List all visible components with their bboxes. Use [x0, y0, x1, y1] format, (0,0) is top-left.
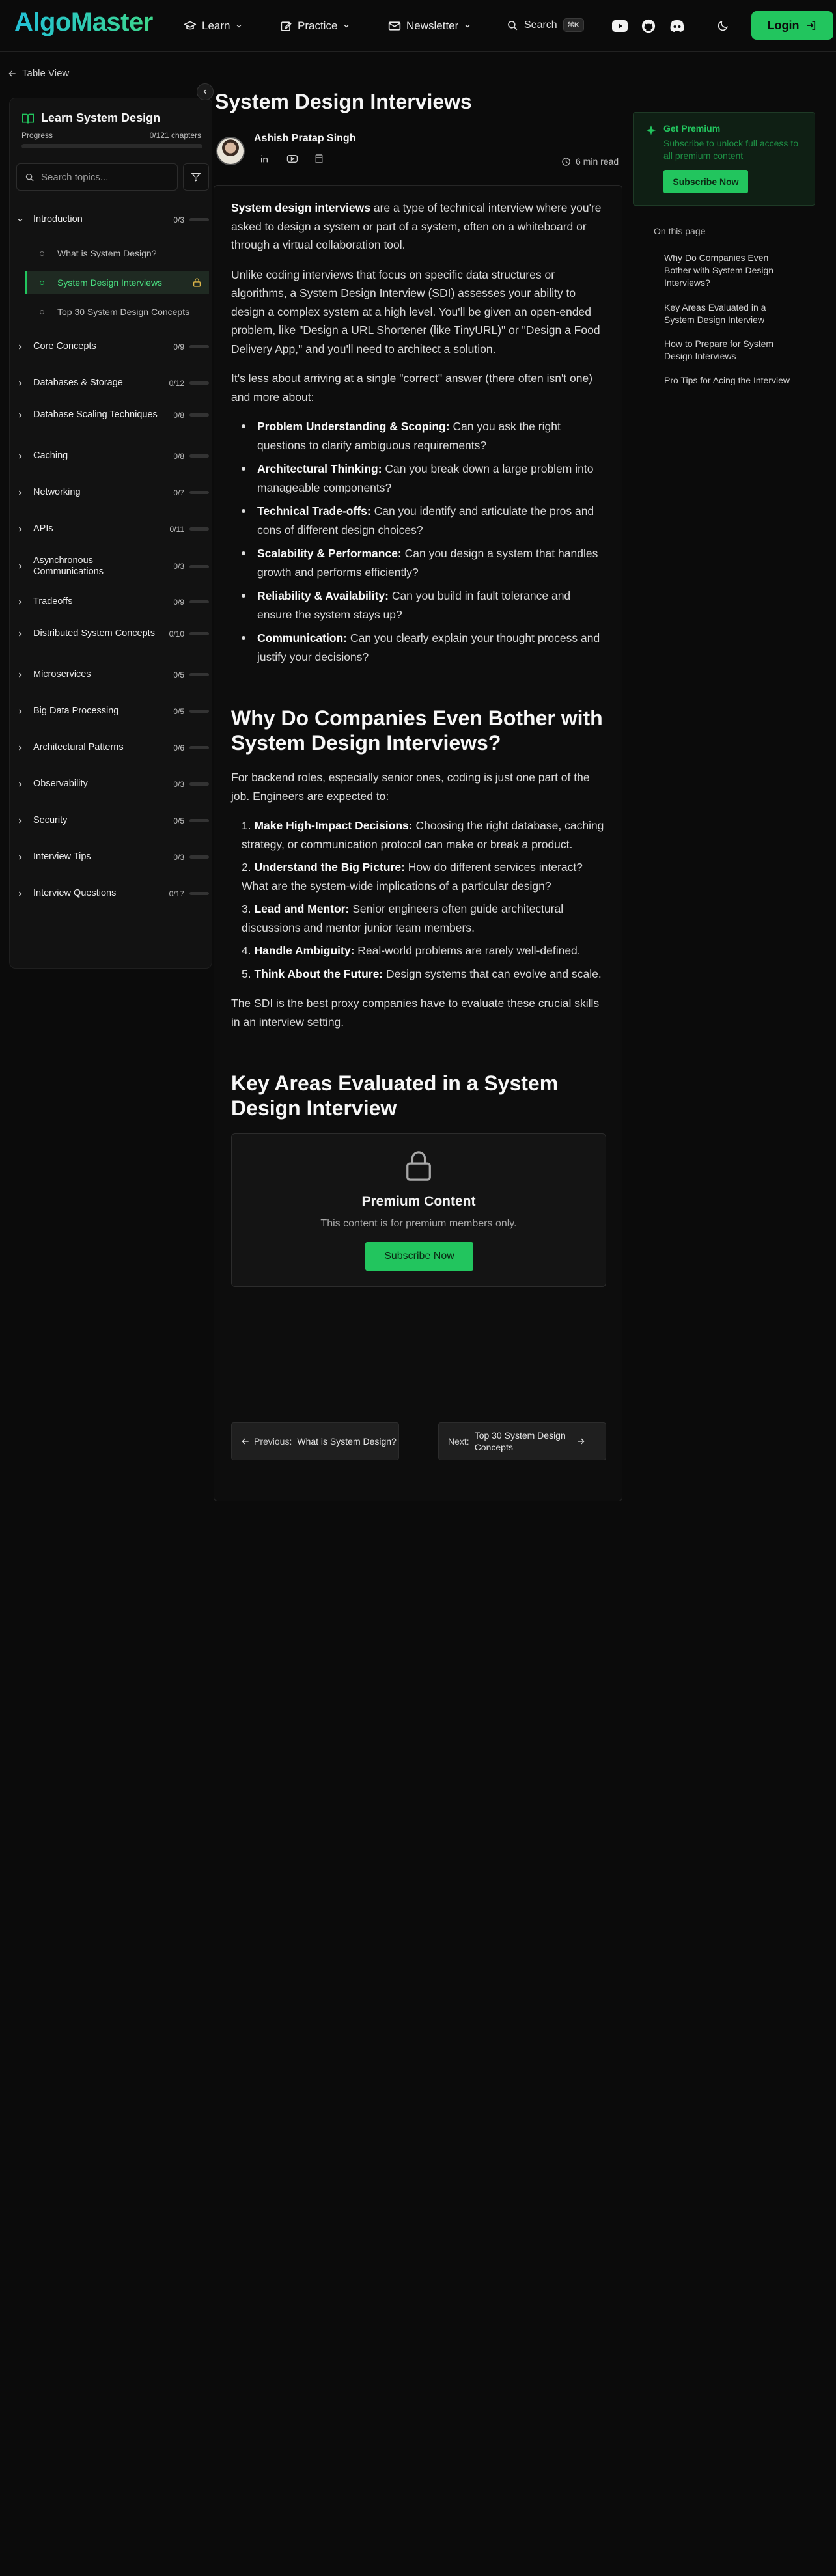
topic-progress-bar: [189, 673, 209, 676]
topic-progress-bar: [189, 345, 209, 348]
nav-learn-label: Learn: [202, 20, 230, 32]
topic-label: Core Concepts: [33, 341, 96, 352]
topic-count: 0/12: [169, 378, 184, 388]
topic-label: Security: [33, 815, 68, 825]
chapter-label: What is System Design?: [57, 248, 157, 258]
list-item-bold: Understand the Big Picture:: [254, 861, 405, 874]
topic-progress-bar: [189, 632, 209, 635]
arrow-right-icon: [576, 1437, 585, 1446]
topic-search-input[interactable]: [41, 172, 171, 183]
nav-practice-menu[interactable]: [280, 18, 350, 34]
list-item-text: Can you build in fault tolerance and ensure the system stays up?: [257, 589, 571, 621]
lock-icon: [404, 1150, 434, 1182]
list-item-text: Senior engineers often guide architectural discussions and mentor junior team members.: [242, 902, 564, 934]
list-item: [231, 965, 606, 984]
collapse-sidebar-button[interactable]: [197, 83, 214, 100]
chevron-down-icon: [235, 22, 243, 30]
topic-count: 0/11: [169, 524, 184, 534]
chevron-right-icon: [16, 671, 27, 679]
filter-button[interactable]: [183, 163, 209, 191]
get-premium-card: [633, 112, 815, 206]
topic-microservices[interactable]: [16, 669, 209, 680]
topic-progress-bar: [189, 381, 209, 385]
heading-key-areas: Key Areas Evaluated in a System Design Interview: [231, 1072, 559, 1120]
topic-progress-bar: [189, 782, 209, 786]
list-item-text: Design systems that can evolve and scale.: [383, 967, 602, 980]
chapter-label: Top 30 System Design Concepts: [57, 307, 190, 317]
chevron-right-icon: [16, 411, 27, 419]
topic-label: Databases & Storage: [33, 378, 123, 388]
login-arrow-icon: [805, 20, 817, 31]
topic-observability[interactable]: [16, 779, 209, 790]
chapter-label: System Design Interviews: [57, 277, 163, 288]
list-item-text: Real-world problems are rarely well-defined.: [354, 944, 581, 957]
chapter-status-dot: [40, 310, 44, 314]
topic-label: Caching: [33, 450, 68, 461]
search-button[interactable]: [507, 18, 584, 32]
mail-icon: [388, 20, 401, 33]
clock-icon: [561, 157, 571, 167]
premium-title: Premium Content: [361, 1194, 476, 1209]
chevron-right-icon: [16, 343, 27, 351]
topic-distributed-system-concepts[interactable]: [16, 628, 209, 639]
subscribe-now-button[interactable]: Subscribe Now: [365, 1242, 473, 1271]
chevron-down-icon: [16, 216, 27, 224]
topic-label: Observability: [33, 779, 88, 789]
moon-icon[interactable]: [715, 18, 731, 34]
topic-count: 0/5: [173, 816, 184, 825]
premium-content-box: [231, 1133, 606, 1287]
list-item: [231, 544, 606, 581]
chevron-right-icon: [16, 489, 27, 497]
list-item: [231, 629, 606, 666]
topic-label: Networking: [33, 487, 81, 497]
linkedin-icon[interactable]: [260, 154, 270, 164]
topic-label: Database Scaling Techniques: [33, 409, 158, 420]
chapter-what-is-system-design[interactable]: [25, 242, 209, 265]
paragraph-2: Unlike coding interviews that focus on specific data structures or algorithms, a System Design Interview (SDI) assesses your ability to design a complex system at a high level. You'll be given an open-ended problem, like "Design a URL Shortener (like TinyURL)" or "Design a Food Delivery App," and you'll need to architect a solution.: [231, 268, 600, 355]
list-num: 5.: [242, 967, 251, 980]
newsletter-small-icon[interactable]: [314, 154, 324, 164]
list-item-bold: Reliability & Availability:: [257, 589, 389, 602]
topic-label: Big Data Processing: [33, 706, 119, 716]
chevron-right-icon: [16, 525, 27, 533]
topic-label: Microservices: [33, 669, 91, 680]
search-label: Search: [524, 19, 557, 31]
topic-progress-bar: [189, 413, 209, 417]
topic-count: 0/10: [169, 629, 184, 639]
progress-bar: [21, 144, 202, 148]
nav-practice-label: Practice: [298, 20, 338, 32]
read-time-label: 6 min read: [576, 156, 619, 167]
next-chapter-button[interactable]: [438, 1422, 606, 1460]
topic-count: 0/3: [173, 852, 184, 862]
topic-count: 0/3: [173, 215, 184, 225]
topic-databases-storage[interactable]: [16, 378, 209, 389]
heading-why-companies: Why Do Companies Even Bother with System Design Interviews?: [231, 706, 603, 755]
topic-introduction[interactable]: [16, 214, 209, 225]
previous-title: What is System Design?: [297, 1436, 397, 1447]
topic-progress-bar: [189, 565, 209, 568]
article-body: [231, 199, 606, 1287]
topic-progress-bar: [189, 218, 209, 221]
topic-database-scaling[interactable]: [16, 409, 209, 421]
list-item-text: Can you ask the right questions to clarify ambiguous requirements?: [257, 420, 561, 452]
list-item: [231, 816, 606, 853]
toc-link[interactable]: Pro Tips for Acing the Interview: [664, 375, 790, 385]
list-item-text: Can you clearly explain your thought process and justify your decisions?: [257, 631, 600, 663]
get-premium-description: Subscribe to unlock full access to all premium content: [663, 138, 798, 161]
sparkle-icon: [645, 124, 657, 136]
page-title: System Design Interviews: [215, 90, 472, 113]
chevron-down-icon: [464, 22, 471, 30]
chapter-status-dot: [40, 251, 44, 256]
progress-count: 0/121 chapters: [149, 131, 201, 140]
chevron-left-icon: [201, 88, 209, 96]
chevron-right-icon: [16, 708, 27, 715]
topic-networking[interactable]: [16, 487, 209, 498]
topic-progress-bar: [189, 746, 209, 749]
list-item-bold: Problem Understanding & Scoping:: [257, 420, 450, 433]
progress-label: Progress: [21, 131, 53, 140]
topic-label: Tradeoffs: [33, 596, 73, 607]
intro-paragraph: [231, 199, 606, 255]
topic-label: APIs: [33, 523, 53, 534]
previous-label: Previous:: [254, 1436, 292, 1447]
topic-count: 0/9: [173, 597, 184, 607]
topic-big-data-processing[interactable]: [16, 706, 209, 717]
list-item-bold: Lead and Mentor:: [254, 902, 350, 915]
topic-core-concepts[interactable]: [16, 341, 209, 352]
topic-count: 0/5: [173, 706, 184, 716]
list-item-bold: Think About the Future:: [254, 967, 383, 980]
topic-progress-bar: [189, 710, 209, 713]
list-item-bold: Scalability & Performance:: [257, 547, 402, 560]
chevron-right-icon: [16, 781, 27, 788]
author-name[interactable]: Ashish Pratap Singh: [254, 133, 356, 144]
github-icon[interactable]: [641, 18, 656, 34]
skills-list: [231, 417, 606, 666]
chevron-right-icon: [16, 890, 27, 898]
edit-square-icon: [280, 20, 292, 33]
list-item-bold: Communication:: [257, 631, 348, 644]
read-time: [561, 156, 619, 167]
list-item: [231, 858, 606, 895]
topic-search-box[interactable]: [16, 163, 178, 191]
toc-link[interactable]: Key Areas Evaluated in a System Design Interview: [664, 302, 766, 325]
book-open-icon: [21, 113, 35, 124]
chevron-down-icon: [342, 22, 350, 30]
filter-icon: [191, 172, 201, 182]
next-title: Top 30 System Design Concepts: [474, 1430, 566, 1452]
topic-progress-bar: [189, 855, 209, 859]
topic-count: 0/3: [173, 562, 184, 571]
topic-count: 0/9: [173, 342, 184, 352]
topic-label: Architectural Patterns: [33, 742, 124, 753]
intro-text: are a type of technical interview where you're asked to design a system or part of a system, often on a whiteboard or through a virtual collaboration tool.: [231, 201, 602, 251]
chevron-right-icon: [16, 630, 27, 638]
list-item-text: Can you identify and articulate the pros and cons of different design choices?: [257, 505, 594, 536]
search-icon: [507, 20, 518, 31]
login-button[interactable]: [751, 11, 833, 40]
lock-icon: [193, 278, 201, 287]
list-item: [231, 941, 606, 960]
list-item: [231, 460, 606, 497]
topic-progress-bar: [189, 600, 209, 603]
chevron-right-icon: [16, 452, 27, 460]
graduation-cap-icon: [184, 20, 197, 33]
topic-caching[interactable]: [16, 450, 209, 462]
table-view-link[interactable]: [8, 68, 69, 79]
list-item: [231, 900, 606, 937]
topic-label: Interview Tips: [33, 852, 91, 862]
premium-description: This content is for premium members only.: [320, 1218, 517, 1229]
topic-count: 0/8: [173, 410, 184, 420]
topic-progress-bar: [189, 819, 209, 822]
list-num: 4.: [242, 944, 251, 957]
chevron-right-icon: [16, 562, 27, 570]
youtube-small-icon[interactable]: [286, 154, 298, 164]
chevron-right-icon: [16, 744, 27, 752]
list-item-bold: Handle Ambiguity:: [254, 944, 355, 957]
topic-label: Asynchronous Communications: [33, 555, 104, 577]
chapter-top-30-concepts[interactable]: [25, 300, 209, 324]
topic-count: 0/3: [173, 779, 184, 789]
topic-interview-questions[interactable]: [16, 888, 209, 899]
topic-count: 0/5: [173, 670, 184, 680]
why-list: [231, 816, 606, 983]
toc-link[interactable]: Why Do Companies Even Bother with System Design Interviews?: [664, 253, 774, 288]
list-item: [231, 502, 606, 539]
subscribe-now-button[interactable]: Subscribe Now: [663, 170, 748, 193]
topic-label: Interview Questions: [33, 888, 117, 898]
list-item-bold: Architectural Thinking:: [257, 462, 382, 475]
intro-bold: System design interviews: [231, 201, 370, 214]
list-item-text: How do different services interact? What are the system-wide implications of a particular design?: [242, 861, 583, 893]
nav-newsletter-label: Newsletter: [406, 20, 459, 32]
topic-architectural-patterns[interactable]: [16, 742, 209, 753]
discord-icon[interactable]: [669, 18, 685, 34]
topic-count: 0/8: [173, 451, 184, 461]
topic-progress-bar: [189, 892, 209, 895]
why-outro: The SDI is the best proxy companies have to evaluate these crucial skills in an interview setting.: [231, 997, 600, 1029]
nav-learn-menu[interactable]: [184, 18, 243, 34]
search-shortcut-badge: ⌘K: [563, 18, 584, 32]
topic-security[interactable]: [16, 815, 209, 826]
course-sidebar: [9, 98, 212, 969]
list-num: 1.: [242, 819, 251, 832]
algomaster-logo[interactable]: AlgoMaster: [14, 8, 153, 36]
topic-progress-bar: [189, 454, 209, 458]
chevron-right-icon: [16, 380, 27, 387]
list-item-text: Can you design a system that handles growth and performs efficiently?: [257, 547, 598, 579]
topic-count: 0/6: [173, 743, 184, 753]
topic-progress-bar: [189, 491, 209, 494]
toc-link[interactable]: How to Prepare for System Design Interviews: [664, 339, 774, 361]
topic-interview-tips[interactable]: [16, 852, 209, 863]
topic-async-communications[interactable]: [16, 555, 209, 577]
topic-progress-bar: [189, 527, 209, 531]
sidebar-title-text: Learn System Design: [41, 111, 161, 124]
chevron-right-icon: [16, 817, 27, 825]
list-item-text: Can you break down a large problem into manageable components?: [257, 462, 594, 494]
chapter-status-dot: [40, 281, 44, 285]
chevron-right-icon: [16, 853, 27, 861]
list-item: [231, 417, 606, 454]
chapter-system-design-interviews[interactable]: [25, 271, 209, 294]
arrow-left-icon: [8, 69, 17, 78]
topic-count: 0/17: [169, 889, 184, 898]
next-label: Next:: [448, 1436, 469, 1447]
search-icon: [25, 173, 35, 182]
list-num: 2.: [242, 861, 251, 874]
author-avatar: [216, 137, 245, 165]
youtube-icon[interactable]: [612, 18, 628, 34]
list-item-bold: Technical Trade-offs:: [257, 505, 371, 518]
topic-count: 0/7: [173, 488, 184, 497]
on-this-page-label: On this page: [654, 226, 706, 236]
login-label: Login: [767, 18, 800, 32]
table-view-label: Table View: [22, 68, 70, 79]
get-premium-title: Get Premium: [663, 123, 721, 133]
topic-apis[interactable]: [16, 523, 209, 534]
why-intro: For backend roles, especially senior ones, coding is just one part of the job. Engineers are expected to:: [231, 771, 590, 803]
nav-newsletter-menu[interactable]: [388, 18, 471, 34]
list-num: 3.: [242, 902, 251, 915]
arrow-left-icon: [241, 1437, 250, 1446]
topic-tradeoffs[interactable]: [16, 596, 209, 607]
list-item-text: Choosing the right database, caching strategy, or communication protocol can make or break a product.: [242, 819, 604, 851]
list-item-bold: Make High-Impact Decisions:: [254, 819, 413, 832]
list-item: [231, 587, 606, 624]
top-navbar: [0, 0, 836, 52]
article-card: [214, 185, 622, 1501]
topic-label: Distributed System Concepts: [33, 628, 155, 639]
previous-chapter-button[interactable]: [231, 1422, 399, 1460]
topic-label: Introduction: [33, 214, 83, 225]
paragraph-3: It's less about arriving at a single "correct" answer (there often isn't one) and more about:: [231, 372, 593, 404]
chevron-right-icon: [16, 598, 27, 606]
sidebar-title: [21, 111, 160, 125]
